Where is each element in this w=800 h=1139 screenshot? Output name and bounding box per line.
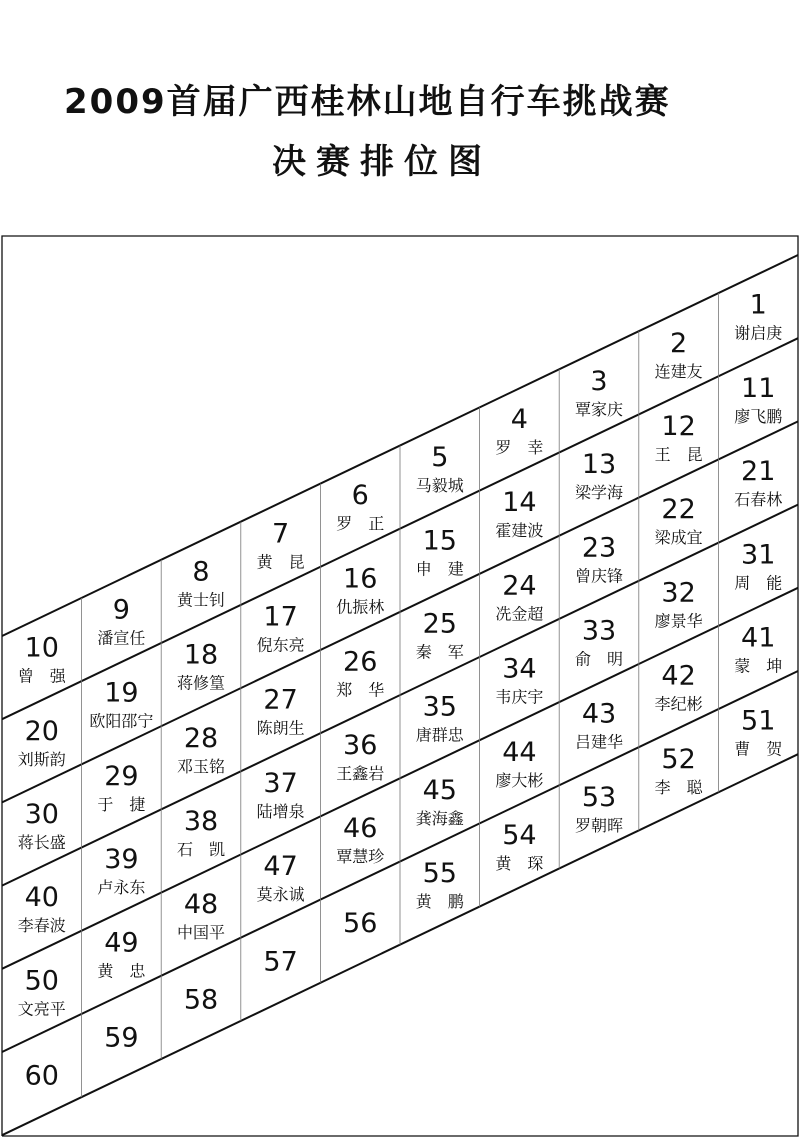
rider-name: 覃慧珍 [336, 846, 385, 866]
grid-cell [177, 806, 225, 859]
rider-number: 50 [24, 965, 59, 997]
rider-name: 廖飞鹏 [734, 406, 783, 426]
rider-name: 欧阳邵宁 [89, 711, 154, 731]
rider-name: 于 捷 [97, 794, 146, 814]
grid-cell [18, 799, 66, 852]
rider-number: 35 [422, 691, 457, 723]
grid-cell [655, 411, 703, 464]
rider-name: 文亮平 [17, 999, 66, 1019]
grid-cell [257, 851, 305, 904]
grid-cell [416, 525, 464, 578]
rider-number: 12 [661, 411, 696, 442]
rider-name: 黄 忠 [97, 961, 146, 981]
grid-cell [655, 577, 703, 630]
rider-name: 石春林 [734, 490, 783, 510]
rider-name: 郑 华 [336, 680, 385, 700]
rider-name: 罗 幸 [495, 438, 544, 457]
rider-name: 卢永东 [97, 878, 146, 898]
grid-cell [97, 595, 145, 648]
rider-number: 21 [741, 456, 776, 488]
rider-number: 31 [741, 539, 776, 571]
grid-cell [336, 480, 384, 533]
rider-number: 6 [351, 480, 369, 512]
rider-name: 罗朝晖 [574, 815, 624, 835]
rider-name: 倪东亮 [256, 635, 305, 655]
rider-number: 23 [581, 532, 617, 564]
rider-name: 梁学海 [574, 483, 624, 503]
rider-name: 黄 琛 [495, 854, 544, 873]
grid-cell [97, 844, 145, 897]
rider-name: 莫永诚 [256, 885, 305, 904]
rider-number: 45 [422, 774, 457, 806]
grid-cell [18, 633, 67, 686]
rider-number: 11 [741, 372, 776, 404]
grid-cell [18, 716, 66, 769]
rider-number: 39 [104, 844, 139, 876]
grid-cell [416, 609, 464, 662]
rider-number: 52 [661, 743, 696, 775]
grid-cell [416, 858, 464, 911]
grid-cell [655, 744, 704, 797]
rider-number: 60 [24, 1060, 59, 1092]
grid-cell [336, 730, 384, 783]
rider-name: 陆增泉 [256, 801, 305, 821]
rider-number: 33 [581, 615, 617, 647]
grid-cell [104, 1023, 138, 1054]
grid-cell [336, 647, 384, 700]
rider-name: 龚海鑫 [415, 808, 464, 828]
rider-name: 潘宣任 [97, 628, 146, 648]
rider-number: 28 [183, 722, 219, 754]
rider-number: 17 [263, 601, 298, 633]
rider-name: 蒋长盛 [17, 833, 66, 852]
rider-number: 58 [183, 984, 219, 1016]
rider-number: 1 [749, 289, 767, 321]
rider-number: 2 [670, 327, 688, 359]
rider-name: 廖大彬 [495, 770, 544, 790]
grid-cell [734, 456, 782, 509]
rider-number: 25 [422, 608, 457, 640]
grid-cell [575, 782, 623, 835]
rider-name: 曾 强 [17, 666, 66, 686]
grid-cell [257, 602, 305, 655]
grid-cell [655, 328, 703, 381]
grid-cell [734, 706, 783, 759]
rider-name: 石 凯 [176, 840, 226, 859]
rider-number: 4 [510, 404, 528, 435]
rider-name: 曾庆锋 [574, 566, 624, 586]
grid-cell [263, 946, 297, 977]
grid-cell [25, 1061, 59, 1092]
rider-name: 周 能 [734, 573, 783, 593]
rider-number: 40 [24, 882, 59, 914]
rider-name: 王鑫岩 [336, 763, 385, 783]
rider-name: 唐群忠 [415, 725, 464, 745]
grid-cell [575, 616, 623, 669]
grid-cell [495, 487, 543, 540]
grid-cell [97, 927, 146, 980]
grid-cell [343, 908, 377, 939]
page-title: 2009首届广西桂林山地自行车挑战赛 [64, 82, 671, 122]
rider-name: 中国平 [176, 923, 226, 943]
rider-number: 27 [263, 684, 298, 716]
grid-cell [575, 532, 623, 585]
rider-number: 34 [502, 653, 537, 685]
grid-cell [575, 449, 623, 502]
rider-number: 3 [590, 365, 608, 397]
rider-number: 24 [502, 570, 537, 602]
grid-cell [655, 661, 703, 714]
rider-name: 陈朗生 [256, 718, 305, 738]
rider-name: 王 昆 [654, 445, 703, 464]
grid-cell [336, 813, 384, 866]
rider-number: 18 [183, 639, 219, 671]
grid-cell [257, 685, 305, 738]
rider-name: 梁成宜 [654, 528, 703, 548]
rider-number: 57 [263, 946, 298, 978]
rider-name: 刘斯韵 [17, 749, 66, 769]
grid-cell [177, 556, 225, 609]
grid-cell [177, 889, 225, 942]
grid-cell [89, 678, 153, 731]
rider-number: 47 [263, 851, 298, 882]
grid-cell [336, 563, 384, 616]
grid-cell [575, 366, 623, 419]
rider-number: 26 [343, 646, 378, 678]
rider-name: 李春波 [17, 916, 66, 936]
rider-number: 48 [183, 889, 219, 921]
grid-cell [416, 692, 465, 745]
grid-cell [257, 518, 305, 571]
grid-cell [495, 737, 543, 790]
rider-number: 10 [24, 632, 59, 664]
rider-name: 邓玉铭 [176, 756, 226, 776]
rider-number: 20 [24, 715, 59, 747]
rider-number: 29 [104, 760, 139, 792]
grid-cell [184, 984, 218, 1015]
rider-number: 46 [343, 812, 378, 844]
grid-cell [495, 654, 543, 707]
grid-cell [416, 775, 464, 828]
grid-cell [495, 820, 543, 873]
rider-number: 13 [581, 449, 617, 481]
grid-cell [734, 290, 782, 343]
grid-cell [575, 699, 623, 752]
grid-cell [177, 723, 225, 776]
rider-number: 9 [112, 594, 130, 626]
grid-cell [177, 640, 225, 693]
rider-number: 55 [422, 858, 457, 890]
rider-number: 43 [581, 698, 617, 730]
grid-cell [734, 539, 782, 592]
rider-name: 申 建 [415, 559, 464, 579]
grid-cell [257, 768, 305, 821]
rider-number: 37 [263, 767, 298, 799]
rider-number: 19 [104, 677, 139, 709]
grid-cell [734, 373, 782, 426]
rider-name: 李 聪 [654, 777, 703, 797]
rider-number: 8 [192, 556, 210, 588]
grid-cell [416, 442, 464, 495]
rider-name: 吕建华 [574, 732, 624, 752]
rider-number: 51 [741, 705, 776, 737]
rider-number: 32 [661, 577, 696, 609]
rider-number: 22 [661, 494, 696, 526]
rider-name: 黄 鹏 [415, 892, 464, 912]
rider-number: 5 [431, 442, 449, 474]
rider-name: 秦 军 [415, 642, 464, 662]
rider-name: 蒙 坤 [734, 656, 783, 676]
rider-name: 冼金超 [495, 604, 544, 624]
rider-name: 仇振林 [336, 597, 385, 617]
rider-name: 黄 昆 [256, 552, 305, 572]
rider-name: 李纪彬 [654, 694, 703, 714]
rider-number: 15 [422, 525, 457, 557]
rider-name: 韦庆宇 [495, 687, 544, 707]
rider-name: 俞 明 [574, 649, 624, 669]
rider-number: 49 [104, 927, 139, 959]
rider-number: 59 [104, 1022, 139, 1054]
rider-name: 连建友 [654, 361, 703, 381]
grid-cell [655, 494, 703, 547]
rider-name: 廖景华 [654, 611, 703, 631]
rider-number: 30 [24, 799, 59, 830]
rider-name: 罗 正 [336, 514, 385, 534]
rider-name: 曹 贺 [734, 739, 783, 759]
rider-name: 马毅城 [415, 476, 464, 496]
rider-name: 覃家庆 [574, 399, 624, 419]
rider-name: 谢启庚 [734, 323, 783, 343]
grid-cell [18, 882, 66, 935]
grid-cell [18, 965, 66, 1018]
grid-cell [97, 761, 145, 814]
grid-cells [18, 290, 783, 1092]
rider-number: 14 [502, 487, 537, 519]
rider-number: 53 [581, 781, 617, 813]
rider-number: 56 [343, 908, 378, 940]
grid-cell [495, 570, 543, 623]
rider-number: 36 [343, 729, 378, 761]
rider-number: 42 [661, 660, 696, 692]
rider-number: 38 [183, 806, 219, 837]
grid-cell [734, 622, 782, 675]
rider-number: 7 [272, 518, 290, 550]
grid-cell [495, 404, 543, 457]
rider-number: 44 [502, 736, 537, 768]
page-subtitle: 决赛排位图 [272, 142, 492, 182]
rider-name: 黄士钊 [176, 590, 226, 610]
rider-name: 蒋修篁 [176, 673, 226, 693]
rider-number: 16 [343, 563, 378, 595]
rider-number: 41 [741, 622, 776, 654]
rider-name: 霍建波 [495, 521, 544, 541]
rider-number: 54 [502, 820, 537, 851]
